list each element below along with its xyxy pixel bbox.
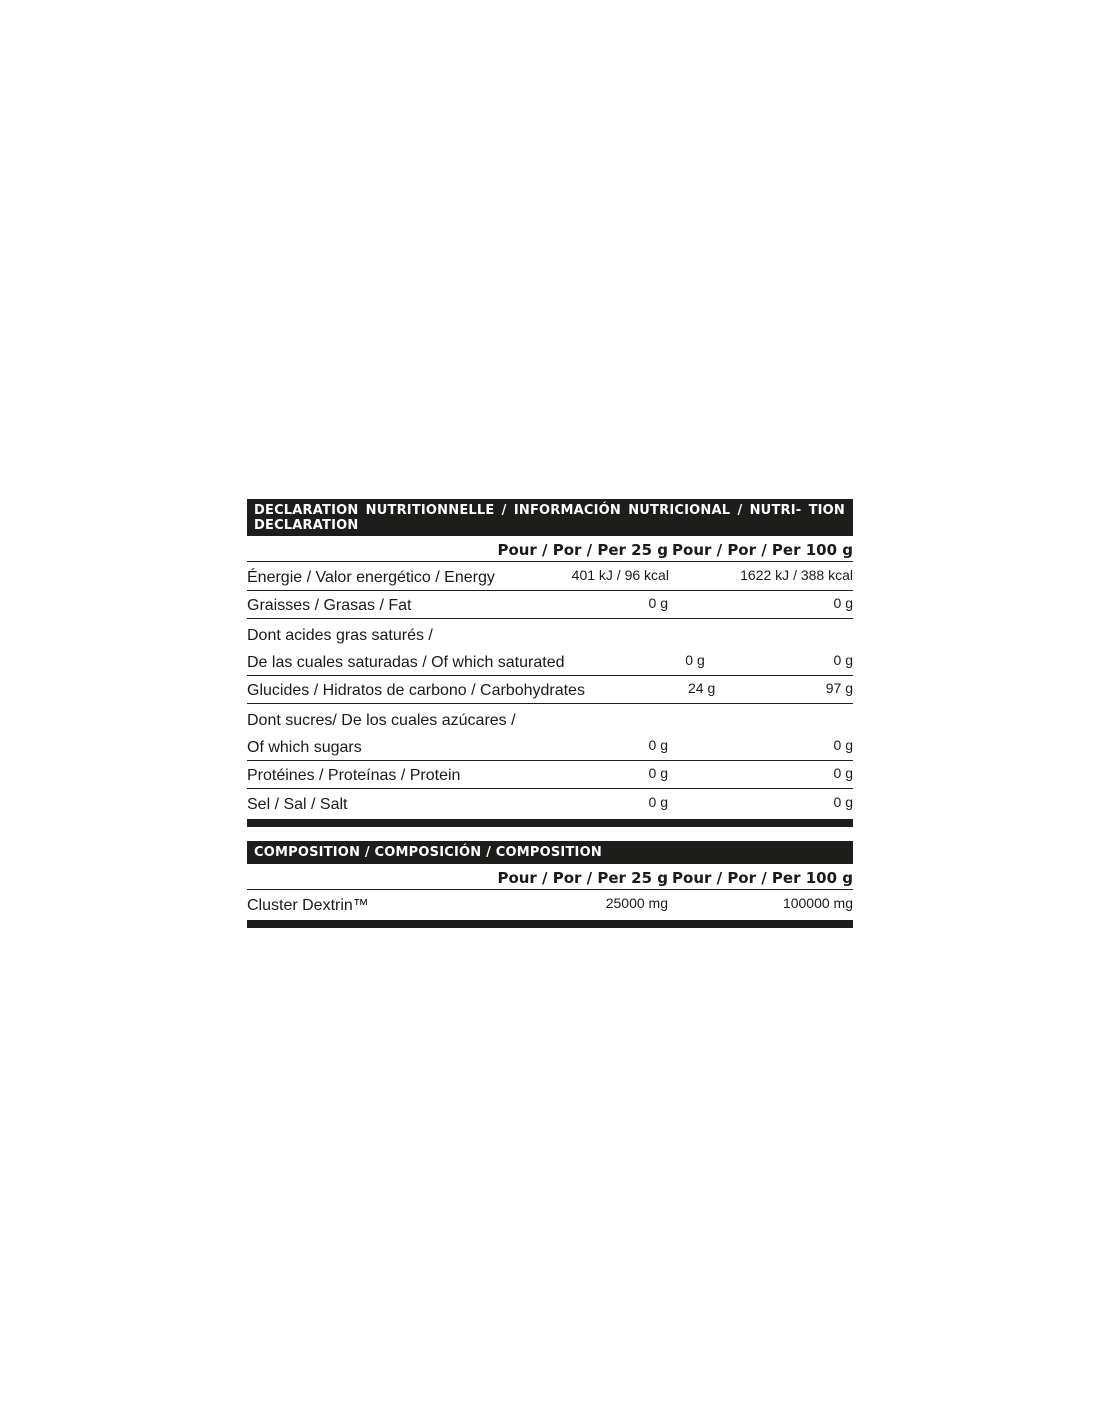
table-row-cluster-dextrin [247,890,853,918]
row-label: Of which sugars [247,739,362,756]
footer-divider [247,920,853,928]
row-label: Sel / Sal / Salt [247,796,348,813]
value-per-100g: 0 g [833,652,853,668]
value-per-100g: 0 g [833,595,853,611]
row-label: De las cuales saturadas / Of which saturated [247,654,565,671]
row-label-line1: Dont sucres/ De los cuales azúcares / [247,712,516,729]
table-row-salt [247,789,853,817]
table-row-sugars-line1 [247,704,853,733]
table-row-saturated [247,648,853,676]
value-per-25g: 25000 mg [605,895,668,911]
row-label: Graisses / Grasas / Fat [247,597,412,614]
column-header-per-25g: Pour / Por / Per 25 g [497,869,668,887]
value-per-100g: 100000 mg [782,895,853,911]
value-per-25g: 0 g [648,794,668,810]
column-header-per-100g: Pour / Por / Per 100 g [672,541,853,559]
value-per-25g: 401 kJ / 96 kcal [571,567,669,583]
nutrition-column-headers [247,536,853,562]
footer-divider [247,819,853,827]
row-label-line1: Dont acides gras saturés / [247,627,433,644]
row-label: Cluster Dextrin™ [247,897,369,914]
table-row-sugars [247,733,853,761]
composition-panel [247,841,853,928]
table-row-carbohydrates [247,676,853,704]
value-per-100g: 97 g [825,680,853,696]
row-label: Glucides / Hidratos de carbono / Carbohydrates [247,682,585,699]
composition-column-headers [247,864,853,890]
row-label: Protéines / Proteínas / Protein [247,767,461,784]
table-row-energy [247,562,853,591]
value-per-100g: 1622 kJ / 388 kcal [740,567,853,583]
row-label: Énergie / Valor energético / Energy [247,569,495,586]
table-row-protein [247,761,853,789]
value-per-25g: 0 g [685,652,705,668]
nutrition-title: DECLARATION NUTRITIONNELLE / INFORMACIÓN NUTRICIONAL / NUTRI- TION DECLARATION [247,499,853,536]
value-per-100g: 0 g [833,765,853,781]
table-row-saturated-line1 [247,619,853,648]
table-row-fat [247,591,853,619]
value-per-25g: 0 g [648,595,668,611]
value-per-25g: 24 g [688,680,716,696]
value-per-25g: 0 g [648,765,668,781]
value-per-25g: 0 g [648,737,668,753]
column-header-per-25g: Pour / Por / Per 25 g [497,541,668,559]
nutrition-declaration-panel [247,499,853,827]
column-header-per-100g: Pour / Por / Per 100 g [672,869,853,887]
value-per-100g: 0 g [833,794,853,810]
composition-title: COMPOSITION / COMPOSICIÓN / COMPOSITION [247,841,853,864]
value-per-100g: 0 g [833,737,853,753]
